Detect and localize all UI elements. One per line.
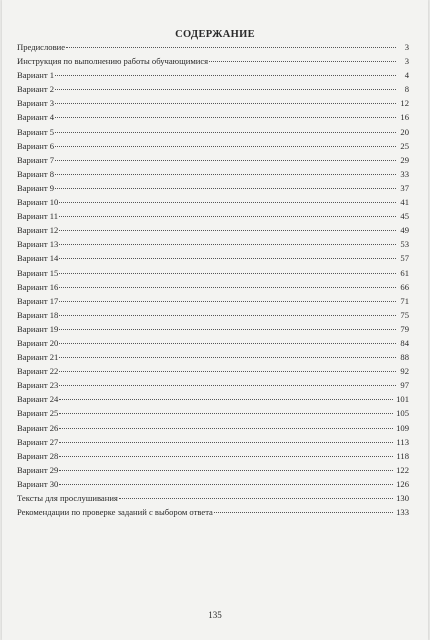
toc-entry-label: Вариант 1 bbox=[17, 70, 55, 81]
toc-entry-page-number: 4 bbox=[404, 70, 409, 81]
toc-entry-page-number: 71 bbox=[400, 295, 409, 306]
dot-leader bbox=[55, 160, 396, 161]
dot-leader bbox=[209, 61, 396, 62]
toc-entry bbox=[17, 251, 409, 265]
toc-entry-label: Вариант 5 bbox=[17, 126, 55, 137]
toc-entry-label: Вариант 26 bbox=[17, 422, 59, 433]
toc-entry bbox=[17, 110, 409, 124]
dot-leader bbox=[59, 371, 396, 372]
toc-entry-label: Вариант 22 bbox=[17, 366, 59, 377]
toc-entry-page-number: 45 bbox=[400, 211, 409, 222]
toc-entry bbox=[17, 181, 409, 195]
dot-leader bbox=[55, 75, 396, 76]
toc-entry bbox=[17, 68, 409, 82]
toc-entry bbox=[17, 40, 409, 54]
dot-leader bbox=[59, 357, 396, 358]
toc-entry-label: Вариант 15 bbox=[17, 267, 59, 278]
toc-entry bbox=[17, 125, 409, 139]
toc-entry-page-number: 61 bbox=[400, 267, 409, 278]
toc-entry-label: Вариант 19 bbox=[17, 323, 59, 334]
toc-entry-label: Вариант 2 bbox=[17, 84, 55, 95]
toc-entry bbox=[17, 96, 409, 110]
dot-leader bbox=[59, 413, 393, 414]
dot-leader bbox=[59, 230, 396, 231]
dot-leader bbox=[59, 258, 396, 259]
toc-entry bbox=[17, 266, 409, 280]
toc-entry-page-number: 66 bbox=[400, 281, 409, 292]
toc-entry-label: Вариант 14 bbox=[17, 253, 59, 264]
toc-entry-label: Вариант 18 bbox=[17, 309, 59, 320]
toc-entry-label: Вариант 28 bbox=[17, 450, 59, 461]
toc-entry bbox=[17, 378, 409, 392]
toc-entry bbox=[17, 364, 409, 378]
toc-entry bbox=[17, 153, 409, 167]
toc-entry-page-number: 113 bbox=[396, 436, 409, 447]
dot-leader bbox=[55, 103, 396, 104]
toc-entry-page-number: 33 bbox=[400, 168, 409, 179]
toc-entry bbox=[17, 237, 409, 251]
toc-entry-label: Инструкция по выполнению работы обучающимися bbox=[17, 56, 209, 67]
dot-leader bbox=[59, 329, 396, 330]
dot-leader bbox=[59, 273, 396, 274]
dot-leader bbox=[55, 188, 396, 189]
toc-entry-page-number: 79 bbox=[400, 323, 409, 334]
toc-entry-page-number: 101 bbox=[396, 394, 409, 405]
toc-entry-label: Вариант 20 bbox=[17, 337, 59, 348]
toc-entry-page-number: 75 bbox=[400, 309, 409, 320]
toc-entry-label: Вариант 27 bbox=[17, 436, 59, 447]
toc-entry-label: Вариант 17 bbox=[17, 295, 59, 306]
toc-entry-page-number: 57 bbox=[400, 253, 409, 264]
toc-entry bbox=[17, 392, 409, 406]
dot-leader bbox=[59, 343, 396, 344]
dot-leader bbox=[59, 385, 396, 386]
dot-leader bbox=[59, 428, 393, 429]
toc-entry-page-number: 8 bbox=[404, 84, 409, 95]
toc-entry-page-number: 130 bbox=[396, 493, 409, 503]
toc-entry-label: Предисловие bbox=[17, 42, 66, 52]
dot-leader bbox=[66, 47, 396, 48]
toc-entry-label: Вариант 7 bbox=[17, 154, 55, 165]
toc-entry-page-number: 41 bbox=[400, 197, 409, 208]
toc-entry-page-number: 133 bbox=[396, 507, 409, 518]
toc-entry-page-number: 3 bbox=[404, 42, 409, 52]
dot-leader bbox=[59, 399, 393, 400]
dot-leader bbox=[59, 484, 393, 485]
dot-leader bbox=[119, 498, 393, 499]
toc-entry-label: Вариант 6 bbox=[17, 140, 55, 151]
toc-entry bbox=[17, 209, 409, 223]
document-page bbox=[2, 0, 428, 640]
toc-entry-label: Вариант 8 bbox=[17, 168, 55, 179]
toc-entry-page-number: 88 bbox=[400, 352, 409, 363]
toc-entry-page-number: 53 bbox=[400, 239, 409, 250]
dot-leader bbox=[59, 315, 396, 316]
toc-entry-page-number: 97 bbox=[400, 380, 409, 391]
toc-entry bbox=[17, 280, 409, 294]
dot-leader bbox=[55, 117, 396, 118]
toc-entry-label: Вариант 13 bbox=[17, 239, 59, 250]
dot-leader bbox=[214, 512, 393, 513]
toc-entry-page-number: 49 bbox=[400, 225, 409, 236]
dot-leader bbox=[59, 244, 396, 245]
toc-entry-label: Вариант 16 bbox=[17, 281, 59, 292]
toc-entry-label: Вариант 11 bbox=[17, 211, 59, 222]
toc-entry bbox=[17, 421, 409, 435]
toc-entry-page-number: 84 bbox=[400, 337, 409, 348]
dot-leader bbox=[59, 202, 396, 203]
toc-entry-page-number: 20 bbox=[400, 126, 409, 137]
toc-entry bbox=[17, 435, 409, 449]
toc-entry-page-number: 92 bbox=[400, 366, 409, 377]
toc-entry bbox=[17, 336, 409, 350]
toc-entry-label: Вариант 3 bbox=[17, 98, 55, 109]
toc-entry-label: Вариант 30 bbox=[17, 478, 59, 489]
toc-entry-page-number: 3 bbox=[404, 56, 409, 67]
toc-entry bbox=[17, 406, 409, 420]
table-of-contents bbox=[17, 40, 409, 519]
dot-leader bbox=[59, 301, 396, 302]
toc-entry-label: Вариант 29 bbox=[17, 464, 59, 475]
page-title: СОДЕРЖАНИЕ bbox=[175, 29, 255, 40]
toc-entry-label: Вариант 25 bbox=[17, 408, 59, 419]
toc-entry-page-number: 122 bbox=[396, 464, 409, 475]
toc-entry-page-number: 37 bbox=[400, 182, 409, 193]
toc-entry-page-number: 16 bbox=[400, 112, 409, 123]
toc-entry-page-number: 126 bbox=[396, 478, 409, 489]
toc-entry bbox=[17, 491, 409, 505]
toc-entry-page-number: 29 bbox=[400, 154, 409, 165]
toc-entry bbox=[17, 54, 409, 68]
dot-leader bbox=[55, 146, 396, 147]
toc-entry bbox=[17, 82, 409, 96]
toc-entry-page-number: 25 bbox=[400, 140, 409, 151]
toc-entry bbox=[17, 350, 409, 364]
dot-leader bbox=[55, 174, 396, 175]
toc-entry-label: Вариант 23 bbox=[17, 380, 59, 391]
toc-entry bbox=[17, 167, 409, 181]
dot-leader bbox=[55, 89, 396, 90]
toc-entry bbox=[17, 463, 409, 477]
toc-entry bbox=[17, 505, 409, 519]
toc-entry-page-number: 109 bbox=[396, 422, 409, 433]
toc-entry bbox=[17, 449, 409, 463]
toc-entry-page-number: 105 bbox=[396, 408, 409, 419]
toc-entry-label: Вариант 9 bbox=[17, 182, 55, 193]
toc-entry-page-number: 12 bbox=[400, 98, 409, 109]
toc-entry bbox=[17, 223, 409, 237]
dot-leader bbox=[59, 470, 393, 471]
toc-entry bbox=[17, 322, 409, 336]
dot-leader bbox=[59, 287, 396, 288]
toc-entry-label: Вариант 4 bbox=[17, 112, 55, 123]
toc-entry bbox=[17, 294, 409, 308]
toc-entry-page-number: 118 bbox=[396, 450, 409, 461]
toc-entry bbox=[17, 139, 409, 153]
dot-leader bbox=[59, 216, 396, 217]
toc-entry bbox=[17, 477, 409, 491]
toc-entry-label: Вариант 24 bbox=[17, 394, 59, 405]
toc-entry-label: Вариант 12 bbox=[17, 225, 59, 236]
toc-entry bbox=[17, 195, 409, 209]
toc-entry bbox=[17, 308, 409, 322]
dot-leader bbox=[59, 442, 393, 443]
toc-entry-label: Вариант 10 bbox=[17, 197, 59, 208]
toc-entry-label: Рекомендации по проверке заданий с выбором ответа bbox=[17, 507, 213, 518]
page-number: 135 bbox=[208, 610, 222, 620]
dot-leader bbox=[55, 132, 396, 133]
dot-leader bbox=[59, 456, 393, 457]
toc-entry-label: Тексты для прослушивания bbox=[17, 493, 118, 503]
toc-entry-label: Вариант 21 bbox=[17, 352, 59, 363]
